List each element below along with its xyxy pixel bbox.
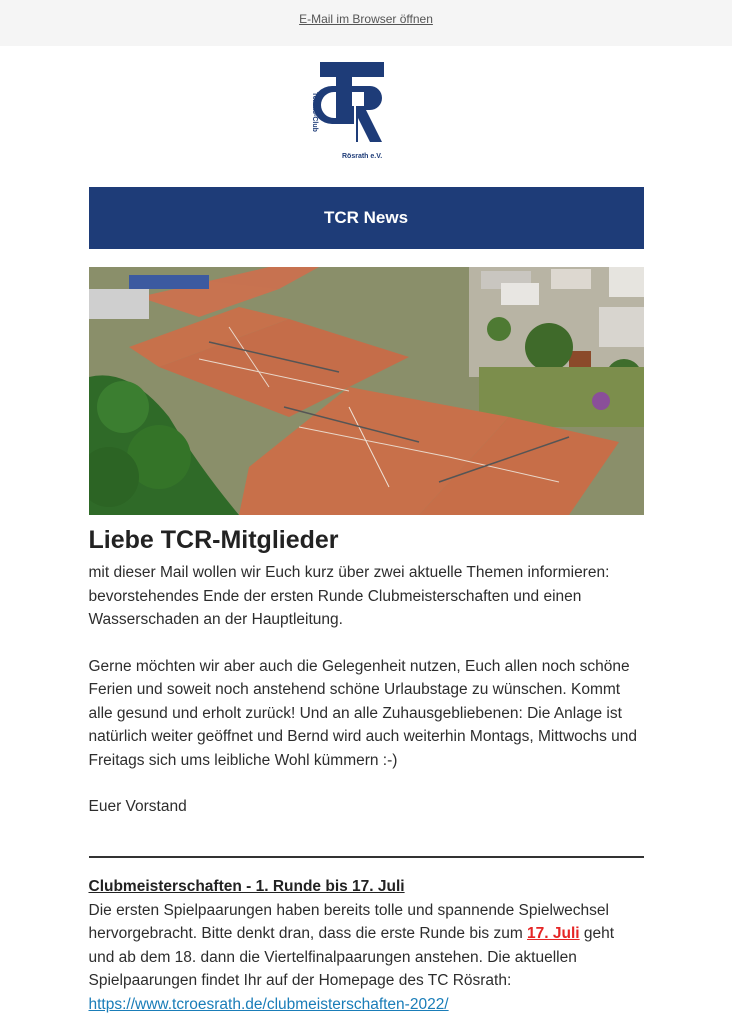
logo-area	[89, 46, 644, 187]
news-banner	[89, 187, 644, 249]
email-content	[89, 46, 644, 1016]
club-text-after: geht und ab dem 18. dann die Viertelfinalpaarungen anstehen. Die aktuellen Spielpaarungen findet Ihr auf der Homepage des TC Rösrath:	[88, 925, 615, 989]
signature: Euer Vorstand	[88, 798, 187, 815]
tennis-courts-aerial-photo	[89, 267, 644, 515]
tcr-logo	[310, 62, 390, 162]
svg-text:Tennis-Club: Tennis-Club	[310, 92, 318, 132]
svg-text:Rösrath e.V.: Rösrath e.V.	[341, 153, 382, 160]
deadline-highlight: 17. Juli	[527, 925, 580, 942]
greeting-heading: Liebe TCR-Mitglieder	[88, 526, 339, 554]
clubmeisterschaften-text	[89, 899, 644, 1017]
news-banner-title: TCR News	[323, 208, 409, 227]
intro-paragraph-1: mit dieser Mail wollen wir Euch kurz über zwei aktuelle Themen informieren: bevorstehendes Ende der ersten Runde Clubmeisterschaften und einen Wasserschaden an der Hauptleitung.	[88, 564, 610, 628]
club-text-before: Die ersten Spielpaarungen haben bereits tolle und spannende Spielwechsel hervorgebracht. Bitte denkt dran, dass die erste Runde bis zum	[88, 901, 609, 942]
clubmeisterschaften-link[interactable]: https://www.tcroesrath.de/clubmeisterschaften-2022/	[88, 995, 449, 1013]
section-divider	[89, 856, 644, 858]
paragraph-spacer	[89, 632, 644, 655]
clubmeisterschaften-title: Clubmeisterschaften - 1. Runde bis 17. Juli	[88, 877, 405, 895]
intro-paragraph-2: Gerne möchten wir aber auch die Gelegenheit nutzen, Euch allen noch schöne Ferien und soweit noch anstehend schöne Urlaubstage zu wünschen. Kommt alle gesund und erholt zurück! Und an alle Zuhausgebliebenen: Die Anlage ist natürlich weiter geöffnet und Bernd wird auch weiterhin Montags, Mittwochs und Freitags sich ums leibliche Wohl kümmern :-)	[88, 657, 638, 769]
open-in-browser-link[interactable]: E-Mail im Browser öffnen	[299, 12, 433, 26]
top-bar	[0, 0, 732, 46]
